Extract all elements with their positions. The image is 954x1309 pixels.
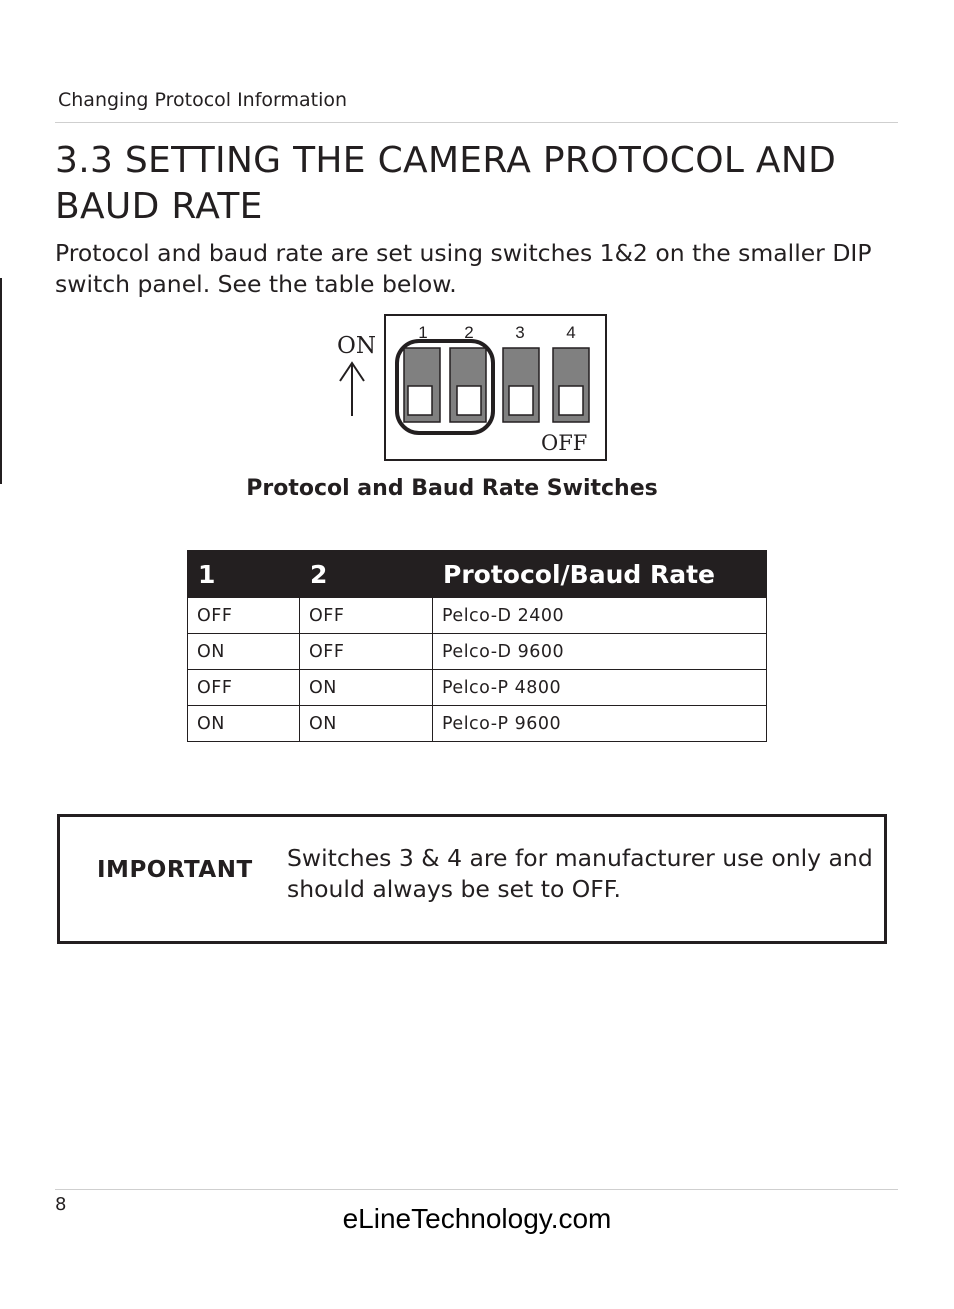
table-header-row [188, 551, 767, 598]
column-header-switch-1: 1 [188, 551, 300, 598]
switch-number-4: 4 [566, 323, 576, 342]
table-cell: Pelco-P 9600 [433, 706, 767, 742]
table-cell: ON [300, 670, 433, 706]
running-header: Changing Protocol Information [58, 89, 348, 111]
switch-number-1: 1 [418, 323, 428, 342]
figure-caption: Protocol and Baud Rate Switches [246, 476, 658, 501]
footer-site: eLineTechnology.com [342, 1203, 612, 1234]
table-cell: ON [188, 634, 300, 670]
switch-number-3: 3 [515, 323, 525, 342]
table-cell: OFF [300, 598, 433, 634]
table-cell: OFF [188, 670, 300, 706]
table-row [188, 706, 767, 742]
table-cell: OFF [300, 634, 433, 670]
dip-switch-diagram [330, 310, 615, 465]
dip-switch-figure [330, 310, 615, 469]
important-notice [57, 814, 887, 944]
table-cell: Pelco-D 9600 [433, 634, 767, 670]
on-label: ON [337, 333, 376, 359]
dip-switch-2-toggle [457, 386, 481, 415]
header-divider [55, 122, 898, 123]
margin-bar [0, 278, 2, 484]
table-row [188, 670, 767, 706]
dip-switch-1-toggle [408, 386, 432, 415]
page-number: 8 [55, 1194, 67, 1215]
switch-number-2: 2 [464, 323, 474, 342]
dip-switch-3-toggle [509, 386, 533, 415]
intro-paragraph: Protocol and baud rate are set using switches 1&2 on the smaller DIP switch panel. See the table below. [55, 239, 872, 298]
section-title: 3.3 SETTING THE CAMERA PROTOCOL AND BAUD RATE [55, 140, 837, 227]
table-cell: ON [188, 706, 300, 742]
table-cell: ON [300, 706, 433, 742]
important-label: IMPORTANT [97, 857, 253, 883]
footer-divider [55, 1189, 898, 1190]
table-row [188, 598, 767, 634]
table-cell: Pelco-D 2400 [433, 598, 767, 634]
column-header-protocol: Protocol/Baud Rate [433, 551, 767, 598]
protocol-table [187, 550, 767, 742]
off-label: OFF [541, 431, 588, 455]
table-cell: OFF [188, 598, 300, 634]
column-header-switch-2: 2 [300, 551, 433, 598]
important-text: Switches 3 & 4 are for manufacturer use only and should always be set to OFF. [287, 844, 873, 903]
table-cell: Pelco-P 4800 [433, 670, 767, 706]
dip-switch-4-toggle [559, 386, 583, 415]
table-row [188, 634, 767, 670]
